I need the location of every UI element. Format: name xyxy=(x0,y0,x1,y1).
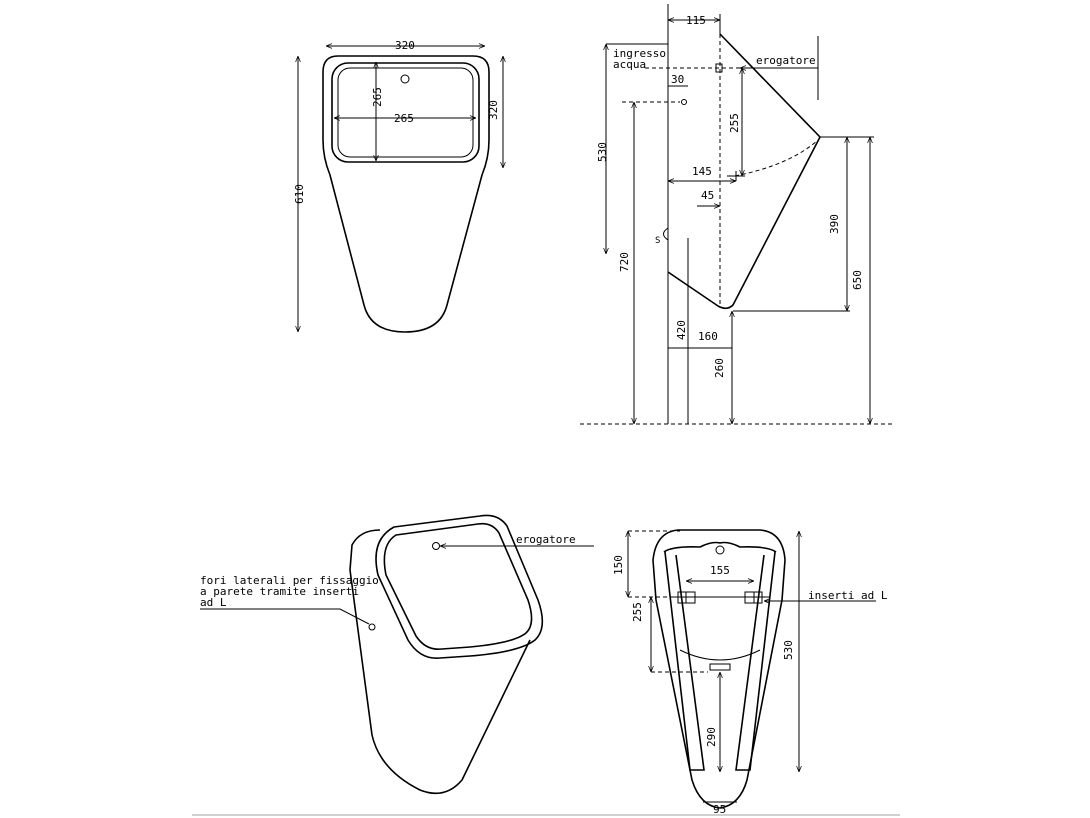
side-view xyxy=(580,4,895,424)
note-line-3: ad L xyxy=(200,596,227,609)
dim-255-back: 255 xyxy=(631,602,644,622)
dim-420: 420 xyxy=(675,320,688,340)
dim-160: 160 xyxy=(698,330,718,343)
dim-260: 260 xyxy=(713,358,726,378)
perspective-fixing-hole xyxy=(369,624,375,630)
perspective-view xyxy=(200,515,594,793)
dim-650: 650 xyxy=(851,270,864,290)
dispenser-hole xyxy=(401,75,409,83)
dim-total-height: 610 xyxy=(293,184,306,204)
dim-720: 720 xyxy=(618,252,631,272)
dim-145: 145 xyxy=(692,165,712,178)
note-line-2: a parete tramite inserti xyxy=(200,585,359,598)
back-view xyxy=(612,530,888,816)
label-inserts: inserti ad L xyxy=(808,589,888,602)
label-water-inlet-2: acqua xyxy=(613,58,647,71)
dim-530-side: 530 xyxy=(596,142,609,162)
dim-45: 45 xyxy=(701,189,715,202)
dim-150: 150 xyxy=(612,555,625,575)
dim-95: 95 xyxy=(713,803,727,816)
perspective-rim-inner xyxy=(384,524,531,650)
side-profile xyxy=(668,34,820,308)
dim-290: 290 xyxy=(705,727,718,747)
dim-basin-depth: 265 xyxy=(371,87,384,107)
note-line-1: fori laterali per fissaggio xyxy=(200,574,379,587)
dim-255-side: 255 xyxy=(728,113,741,133)
perspective-dispenser-hole xyxy=(433,543,440,550)
front-view xyxy=(293,39,503,332)
dim-30: 30 xyxy=(671,73,685,86)
dim-530-back: 530 xyxy=(782,640,795,660)
back-dispenser-hole xyxy=(716,546,724,554)
label-water-inlet-1: ingresso xyxy=(613,47,666,60)
front-body-outline xyxy=(323,56,489,332)
label-dispenser-persp: erogatore xyxy=(516,533,576,546)
dim-115: 115 xyxy=(686,14,706,27)
label-dispenser-side: erogatore xyxy=(756,54,816,67)
dim-155: 155 xyxy=(710,564,730,577)
dim-front-width: 320 xyxy=(395,39,415,52)
dim-basin-width: 265 xyxy=(394,112,414,125)
svg-text:S: S xyxy=(655,236,661,246)
dim-390: 390 xyxy=(828,214,841,234)
dim-top-height: 320 xyxy=(487,100,500,120)
